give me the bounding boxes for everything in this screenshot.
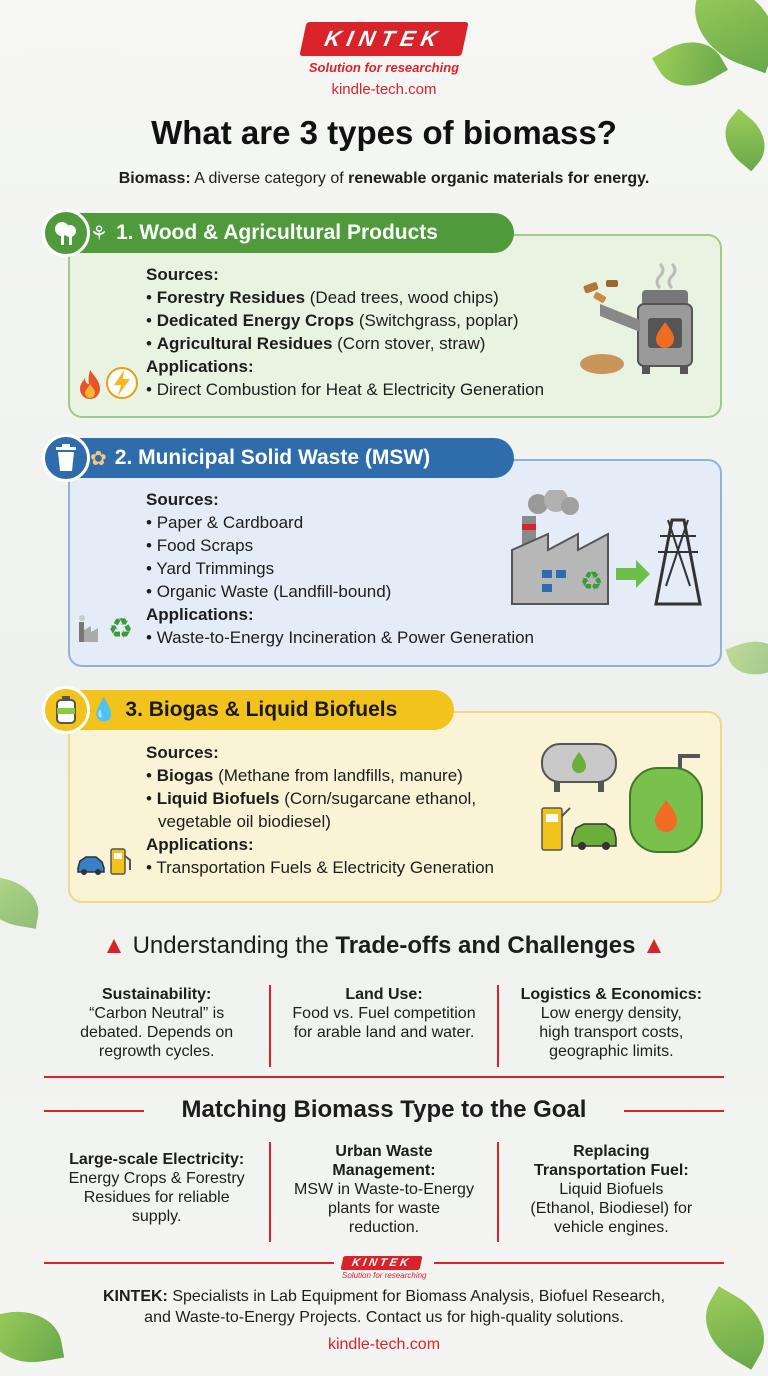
- warning-icon: ▲: [642, 932, 666, 959]
- type-3-content: Sources: • Biogas (Methane from landfills, manure) • Liquid Biofuels (Corn/sugarcane ethanol, vegetable oil biodiesel) Applications: • Transportation Fuels & Electricity Generation: [146, 741, 494, 879]
- wood-stove-icon: [580, 262, 704, 383]
- divider: [44, 1262, 334, 1264]
- fuel-pump-icon: [108, 846, 134, 881]
- matching-transport-fuel: Replacing Transportation Fuel: Liquid Biofuels (Ethanol, Biodiesel) for vehicle engines.: [497, 1142, 724, 1242]
- list-item: • Biogas (Methane from landfills, manure): [146, 764, 494, 787]
- list-item: • Waste-to-Energy Incineration & Power Generation: [146, 626, 534, 649]
- list-item: • Organic Waste (Landfill-bound): [146, 580, 534, 603]
- matching-urban-waste: Urban Waste Management: MSW in Waste-to-Energy plants for waste reduction.: [269, 1142, 496, 1242]
- leaf-decoration: [725, 633, 768, 684]
- recycle-icon: ♻: [108, 613, 134, 644]
- brand-header: [0, 22, 768, 98]
- footer-logo: KINTEK Solution for researching: [342, 1257, 427, 1280]
- factory-icon: [76, 614, 106, 649]
- fire-icon: [76, 368, 104, 405]
- list-item: • Paper & Cardboard: [146, 511, 534, 534]
- waste-to-energy-plant-icon: [508, 490, 708, 615]
- brand-tagline: Solution for researching: [308, 60, 460, 75]
- page-subtitle: Biomass: A diverse category of renewable organic materials for energy.: [118, 170, 650, 187]
- list-item: • Agricultural Residues (Corn stover, straw): [146, 332, 544, 355]
- list-item: • Direct Combustion for Heat & Electricity Generation: [146, 378, 544, 401]
- list-item: • Food Scraps: [146, 534, 534, 557]
- warning-icon: ▲: [102, 932, 126, 959]
- gas-canister-icon: [42, 686, 90, 734]
- footer-website-link[interactable]: kindle-tech.com: [327, 1336, 441, 1353]
- page-title: What are 3 types of biomass?: [151, 114, 617, 151]
- food-scraps-icon: ✿: [90, 447, 107, 470]
- tradeoffs-title: ▲ Understanding the Trade-offs and Challenges ▲: [102, 932, 666, 959]
- tradeoff-land-use: Land Use: Food vs. Fuel competition for arable land and water.: [269, 985, 496, 1067]
- list-item: • Liquid Biofuels (Corn/sugarcane ethanol,: [146, 787, 494, 810]
- biogas-tank-icon: [540, 738, 708, 863]
- lightning-icon: [106, 366, 138, 405]
- tradeoff-logistics: Logistics & Economics: Low energy density, high transport costs, geographic limits.: [497, 985, 724, 1067]
- website-link[interactable]: kindle-tech.com: [331, 81, 437, 98]
- type-1-header: ⚘ 1. Wood & Agricultural Products: [44, 213, 514, 253]
- trash-can-icon: [42, 434, 90, 482]
- footer: KINTEK: Specialists in Lab Equipment for Biomass Analysis, Biofuel Research, and Waste-to-Energy Projects. Contact us for high-quality solutions. kindle-tech.com: [0, 1286, 768, 1355]
- type-2-header: ✿ 2. Municipal Solid Waste (MSW): [44, 438, 514, 478]
- list-item: • Forestry Residues (Dead trees, wood chips): [146, 286, 544, 309]
- divider: [434, 1262, 724, 1264]
- tradeoff-sustainability: Sustainability: “Carbon Neutral” is debated. Depends on regrowth cycles.: [80, 986, 234, 1060]
- type-3-header: 💧 3. Biogas & Liquid Biofuels: [44, 690, 454, 730]
- matching-title: Matching Biomass Type to the Goal: [181, 1096, 587, 1123]
- divider: [44, 1076, 724, 1078]
- car-icon: [76, 852, 106, 881]
- leaf-decoration: [0, 875, 43, 929]
- svg-text:♻: ♻: [580, 567, 604, 597]
- list-item: • Dedicated Energy Crops (Switchgrass, poplar): [146, 309, 544, 332]
- matching-columns: [44, 1142, 724, 1242]
- type-2-content: Sources: • Paper & Cardboard • Food Scraps • Yard Trimmings • Organic Waste (Landfill-bound) Applications: • Waste-to-Energy Incineration & Power Generation: [146, 488, 534, 649]
- wheat-icon: ⚘: [90, 222, 108, 245]
- tree-icon: [42, 209, 90, 257]
- list-item: • Transportation Fuels & Electricity Generation: [146, 856, 494, 879]
- droplet-icon: 💧: [90, 697, 118, 722]
- kintek-logo: KINTEK: [299, 22, 468, 56]
- type-1-content: Sources: • Forestry Residues (Dead trees, wood chips) • Dedicated Energy Crops (Switchgrass, poplar) • Agricultural Residues (Corn stover, straw) Applications: • Direct Combustion for Heat & Electricity Generation: [146, 263, 544, 401]
- list-item: • Yard Trimmings: [146, 557, 534, 580]
- matching-electricity: Large-scale Electricity: Energy Crops & Forestry Residues for reliable supply.: [68, 1151, 245, 1225]
- tradeoffs-columns: [44, 985, 724, 1067]
- list-item-continuation: vegetable oil biodiesel): [158, 812, 331, 831]
